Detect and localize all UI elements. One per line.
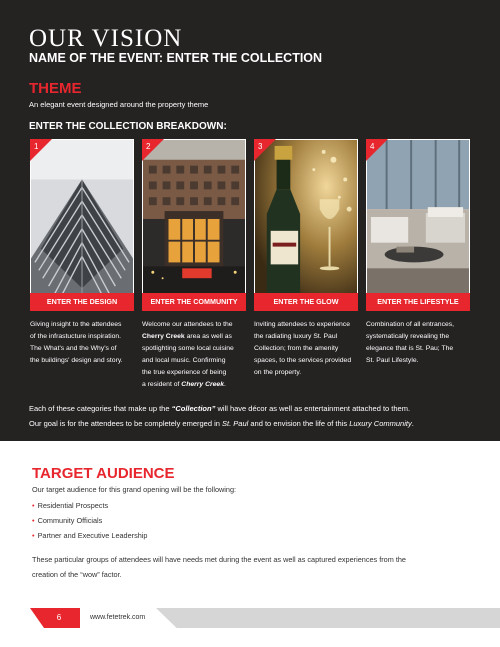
- bullet-icon: •: [32, 531, 35, 540]
- description-line: [142, 379, 254, 391]
- breakdown-heading: ENTER THE COLLECTION BREAKDOWN:: [29, 121, 227, 132]
- description-line: on the property.: [254, 369, 302, 376]
- summary-paragraph-2: [29, 419, 479, 428]
- design-description: [30, 319, 142, 367]
- skyscraper-photo: [30, 139, 134, 295]
- description-line: systematically revealing the: [366, 333, 450, 340]
- description-line: spotlighting some local cuisine: [142, 345, 234, 352]
- description-text: a resident of: [142, 381, 182, 388]
- description-line: Welcome our attendees to the: [142, 321, 233, 328]
- card-lifestyle: [366, 139, 470, 311]
- audience-list: [32, 498, 148, 543]
- luxury-community-emphasis: Luxury Community: [349, 419, 412, 428]
- paragraph-line: These particular groups of attendees will have needs met during the event as well as captured experiences from the: [32, 555, 406, 564]
- description-line: St. Paul Lifestyle.: [366, 357, 419, 364]
- enter-the-glow-button[interactable]: ENTER THE GLOW: [254, 293, 358, 311]
- collection-emphasis: “Collection”: [171, 404, 216, 413]
- cherry-creek-bold-italic: Cherry Creek: [181, 381, 224, 388]
- champagne-photo: [254, 139, 358, 295]
- description-line: the radiating luxury St. Paul: [254, 333, 338, 340]
- list-item-label: Community Officials: [37, 516, 103, 525]
- theme-text: An elegant event designed around the property theme: [29, 100, 209, 109]
- description-line: of the infrastucture inspiration.: [30, 333, 122, 340]
- footer-bar: [156, 608, 500, 628]
- description-text: area as well as: [184, 333, 232, 340]
- summary-text: and to envision the life of this: [248, 419, 350, 428]
- description-line: [142, 331, 254, 343]
- description-line: the buildings' design and story.: [30, 357, 123, 364]
- card-number: 3: [258, 142, 263, 151]
- event-name: NAME OF THE EVENT: ENTER THE COLLECTION: [29, 51, 323, 65]
- st-paul-emphasis: St. Paul: [222, 419, 249, 428]
- description-line: Giving insight to the attendees: [30, 321, 122, 328]
- summary-text: Our goal is for the attendees to be completely emerged in: [29, 419, 223, 428]
- page-number: 6: [56, 613, 62, 622]
- target-audience-paragraph: [32, 552, 477, 582]
- description-line: Collection; from the amenity: [254, 345, 339, 352]
- summary-text: Each of these categories that make up the: [29, 404, 172, 413]
- description-line: elegance that is St. Pau; The: [366, 345, 454, 352]
- community-description: [142, 319, 254, 391]
- description-text: .: [224, 381, 226, 388]
- lifestyle-description: [366, 319, 478, 367]
- target-audience-heading: TARGET AUDIENCE: [32, 465, 175, 482]
- living-room-photo: [366, 139, 470, 295]
- bullet-icon: •: [32, 516, 35, 525]
- enter-the-design-button[interactable]: ENTER THE DESIGN: [30, 293, 134, 311]
- bullet-icon: •: [32, 501, 35, 510]
- list-item: [32, 498, 148, 513]
- description-line: the true experience of being: [142, 369, 227, 376]
- card-glow: [254, 139, 358, 311]
- page-title: OUR VISION: [29, 25, 183, 52]
- paragraph-line: creation of the “wow” factor.: [32, 570, 122, 579]
- list-item: [32, 528, 148, 543]
- card-number: 2: [146, 142, 151, 151]
- card-number: 4: [370, 142, 375, 151]
- list-item-label: Residential Prospects: [37, 501, 109, 510]
- description-line: and local music. Confirming: [142, 357, 226, 364]
- description-line: spaces, to the services provided: [254, 357, 352, 364]
- description-line: Combination of all entrances,: [366, 321, 455, 328]
- cherry-creek-bold: Cherry Creek: [142, 333, 185, 340]
- card-number: 1: [34, 142, 39, 151]
- target-audience-intro: Our target audience for this grand opening will be the following:: [32, 485, 237, 494]
- enter-the-community-button[interactable]: ENTER THE COMMUNITY: [142, 293, 246, 311]
- summary-paragraph-1: [29, 404, 479, 413]
- list-item-label: Partner and Executive Leadership: [37, 531, 148, 540]
- description-line: Inviting attendees to experience: [254, 321, 350, 328]
- description-line: The What's and the Why's of: [30, 345, 117, 352]
- theme-heading: THEME: [29, 80, 82, 97]
- cherry-creek-building-photo: [142, 139, 246, 295]
- card-design: [30, 139, 134, 311]
- card-community: [142, 139, 246, 311]
- summary-text: will have décor as well as entertainment attached to them.: [215, 404, 411, 413]
- glow-description: [254, 319, 366, 379]
- summary-text: .: [411, 419, 414, 428]
- list-item: [32, 513, 148, 528]
- enter-the-lifestyle-button[interactable]: ENTER THE LIFESTYLE: [366, 293, 470, 311]
- website-link[interactable]: www.fetetrek.com: [90, 614, 146, 621]
